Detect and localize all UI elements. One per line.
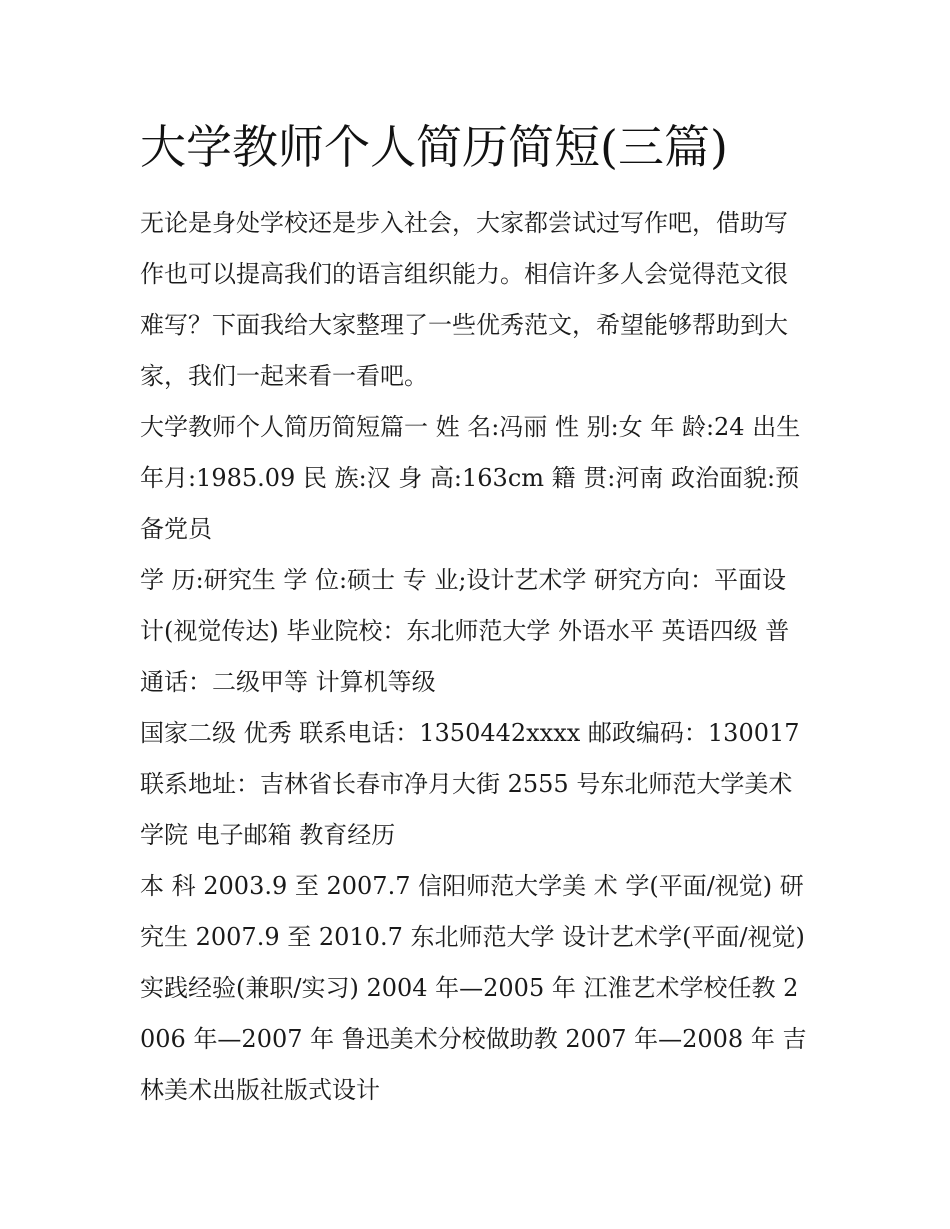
practice-experience-paragraph: 实践经验(兼职/实习) 2004 年—2005 年 江淮艺术学校任教 2006 年—2007 年 鲁迅美术分校做助教 2007 年—2008 年 吉林美术出版社版式设计	[140, 974, 807, 1104]
education-info-paragraph: 学 历:研究生 学 位:硕士 专 业;设计艺术学 研究方向：平面设计(视觉传达) 毕业院校：东北师范大学 外语水平 英语四级 普通话：二级甲等 计算机等级	[140, 566, 790, 696]
intro-paragraph: 无论是身处学校还是步入社会，大家都尝试过写作吧，借助写作也可以提高我们的语言组织能力。相信许多人会觉得范文很难写？下面我给大家整理了一些优秀范文，希望能够帮助到大家，我们一起来看一看吧。	[140, 209, 788, 390]
contact-info-paragraph: 国家二级 优秀 联系电话：1350442xxxx 邮政编码：130017 联系地址：吉林省长春市净月大街 2555 号东北师范大学美术学院 电子邮箱 教育经历	[140, 719, 800, 849]
personal-info-paragraph: 大学教师个人简历简短篇一 姓 名:冯丽 性 别:女 年 龄:24 出生年月:1985.09 民 族:汉 身 高:163cm 籍 贯:河南 政治面貌:预备党员	[140, 413, 801, 543]
document-title: 大学教师个人简历简短(三篇)	[140, 120, 728, 174]
education-history-paragraph: 本 科 2003.9 至 2007.7 信阳师范大学美 术 学(平面/视觉) 研究生 2007.9 至 2010.7 东北师范大学 设计艺术学(平面/视觉)	[140, 872, 805, 951]
document-body	[140, 198, 810, 1116]
